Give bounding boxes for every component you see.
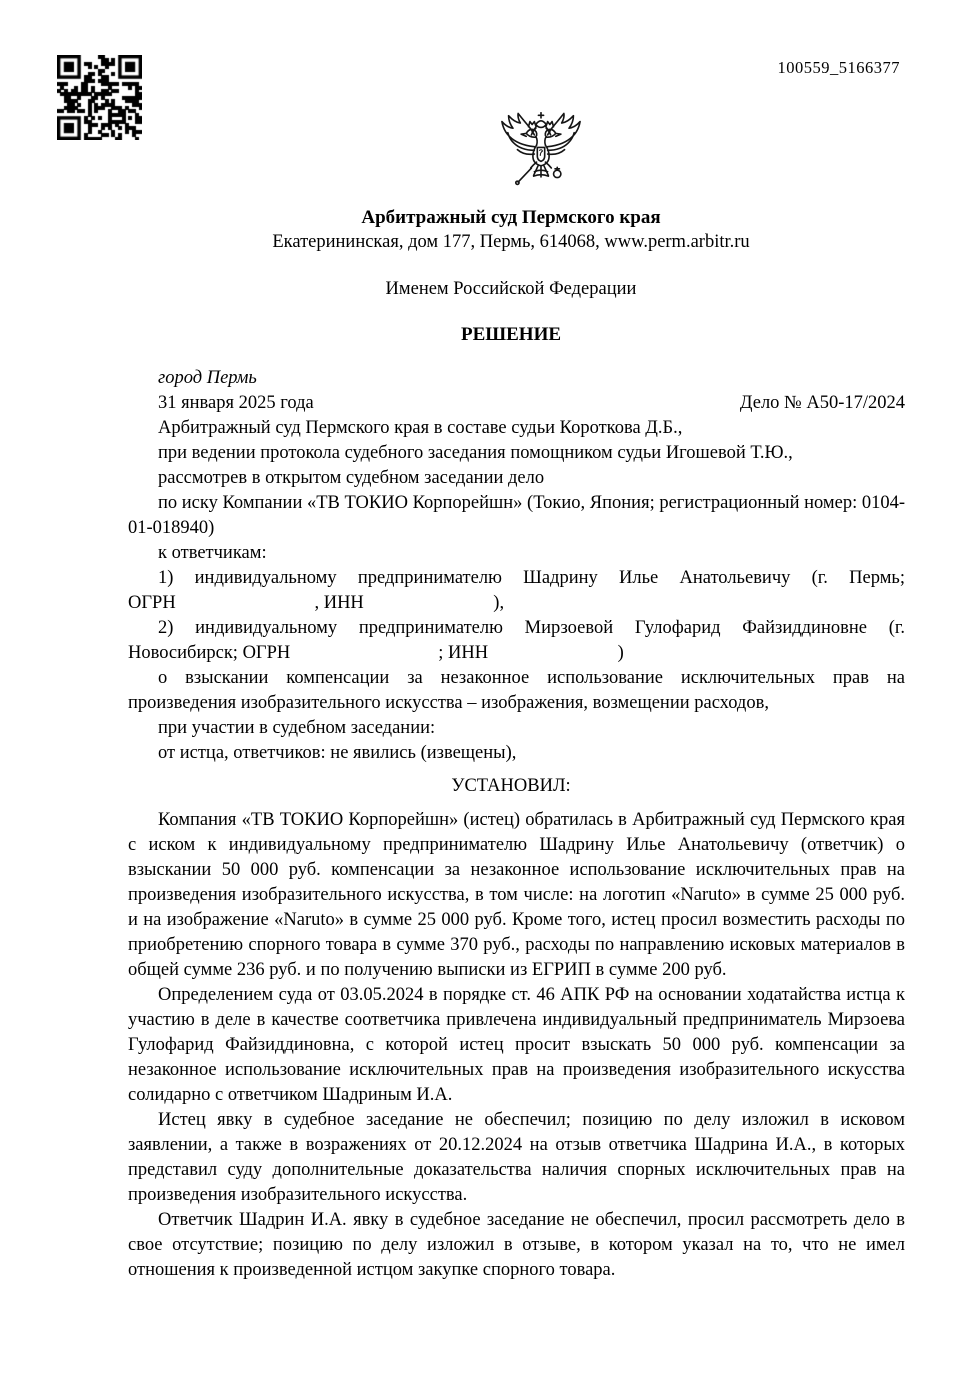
resolution-heading: УСТАНОВИЛ:: [451, 776, 571, 796]
qr-code: [57, 55, 142, 140]
paragraph-court-composition: Арбитражный суд Пермского края в составе судьи Короткова Д.Б.,: [158, 418, 683, 438]
paragraph-clerk: при ведении протокола судебного заседания помощником судьи Игошевой Т.Ю.,: [158, 443, 793, 463]
findings-paragraph-4: Ответчик Шадрин И.А. явку в судебное заседание не обеспечил, просил рассмотреть дело в свое отсутствие; позицию по делу изложил в отзыве, в котором указал на то, что не имел отношения к произведенной истцом закупке спорного товара.: [128, 1210, 905, 1280]
paragraph-claim: о взыскании компенсации за незаконное использование исключительных прав на произведения изобразительного искусства – изображения, возмещении расходов,: [128, 668, 905, 713]
court-address: Екатерининская, дом 177, Пермь, 614068, www.perm.arbitr.ru: [272, 232, 750, 252]
city-line: город Пермь: [158, 368, 257, 388]
coat-of-arms-russia-icon: [493, 112, 589, 199]
paragraph-considered: рассмотрев в открытом судебном заседании дело: [158, 468, 545, 488]
document-number: 100559_5166377: [777, 58, 900, 77]
decision-date: 31 января 2025 года: [158, 393, 314, 413]
findings-paragraph-2: Определением суда от 03.05.2024 в порядке ст. 46 АПК РФ на основании ходатайства истца к участию в деле в качестве соответчика привлечена индивидуальный предприниматель Мирзоева Гулофарид Файзиддиновна, с которой истец просит взыскать 50 000 руб. компенсации за незаконное использование исключительных прав на произведения изобразительного искусства солидарно с ответчиком Шадриным И.А.: [128, 985, 905, 1105]
findings-paragraph-1: Компания «ТВ ТОКИО Корпорейшн» (истец) обратилась в Арбитражный суд Пермского края с иском к индивидуальному предпринимателю Шадрину Илье Анатольевичу (ответчик) о взыскании 50 000 руб. компенсации за незаконное использование исключительных прав на произведения изобразительного искусства, в том числе: на логотип «Naruto» в сумме 25 000 руб. и на изображение «Naruto» в сумме 25 000 руб. Кроме того, истец просил возместить расходы по приобретению спорного товара в сумме 370 руб., расходы по направлению исковых материалов в общей сумме 236 руб. и по получению выписки из ЕГРИП в сумме 200 руб.: [128, 810, 905, 980]
paragraph-plaintiff: по иску Компании «ТВ ТОКИО Корпорейшн» (Токио, Япония; регистрационный номер: 0104-01-018940): [128, 493, 905, 538]
paragraph-attendance: от истца, ответчиков: не явились (извещены),: [158, 743, 517, 763]
in-the-name-line: Именем Российской Федерации: [385, 279, 637, 299]
paragraph-respondent-2: 2) индивидуальному предпринимателю Мирзоевой Гулофарид Файзиддиновне (г. Новосибирск; ОГРН ; ИНН ): [128, 618, 905, 663]
case-number: Дело № А50-17/2024: [739, 393, 905, 413]
court-name: Арбитражный суд Пермского края: [361, 207, 661, 228]
paragraph-to-respondents: к ответчикам:: [158, 543, 267, 563]
document-body: [128, 366, 905, 766]
paragraph-respondent-1: 1) индивидуальному предпринимателю Шадрину Илье Анатольевичу (г. Пермь; ОГРН , ИНН ),: [128, 568, 905, 613]
date-case-row: [128, 391, 905, 416]
document-findings: [128, 808, 905, 1283]
decision-title: РЕШЕНИЕ: [460, 324, 562, 345]
findings-paragraph-3: Истец явку в судебное заседание не обеспечил; позицию по делу изложил в исковом заявлении, а также в возражениях от 20.12.2024 на отзыв ответчика Шадрина И.А., в которых представил суду дополнительные доказательства наличия спорных исключительных прав на произведения изобразительного искусства.: [128, 1110, 905, 1205]
paragraph-participation: при участии в судебном заседании:: [158, 718, 436, 738]
